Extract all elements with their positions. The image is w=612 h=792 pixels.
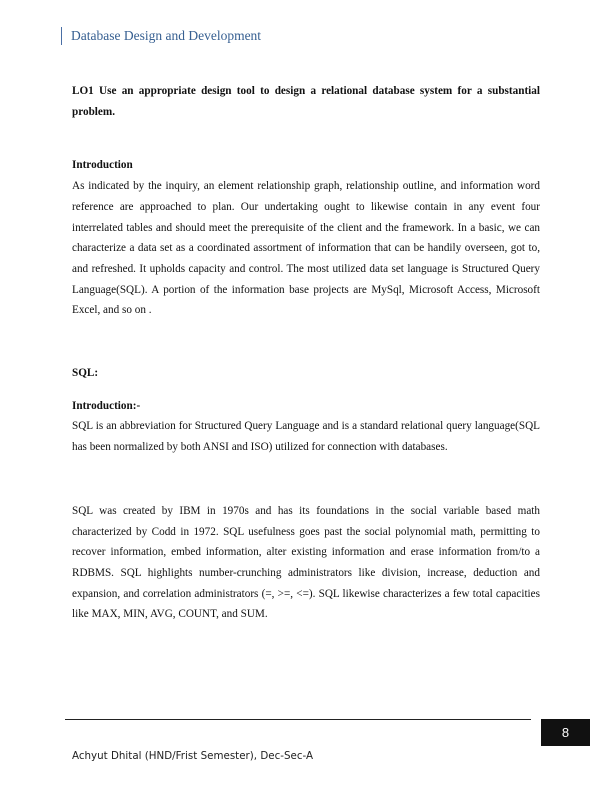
sql-heading: SQL: — [72, 367, 99, 380]
document-body — [72, 80, 540, 625]
page-header — [61, 27, 262, 45]
footer-divider — [65, 719, 531, 720]
sql-history-paragraph: SQL was created by IBM in 1970s and has its foundations in the social variable based math characterized by Codd in 1972. SQL usefulness goes past the social polynomial math, permitting to recover information, embed information, alter existing information and erase information from/to a RDBMS. SQL highlights number-crunching administrators like division, increase, deduction and expansion, and correlation administrators (=, >=, <=). SQL likewise characterizes a few total capacities like MAX, MIN, AVG, COUNT, and SUM. — [72, 504, 540, 621]
introduction-paragraph: As indicated by the inquiry, an element relationship graph, relationship outline, and information word reference are approached to plan. Our undertaking ought to likewise contain in any event four interrelated tables and should meet the prerequisite of the client and the framework. In a basic, we can characterize a data set as a coordinated assortment of information that can be handily overseen, got to, and refreshed. It upholds capacity and control. The most utilized data set language is Structured Query Language(SQL). A portion of the information base projects are MySql, Microsoft Access, Microsoft Excel, and so on . — [72, 180, 540, 317]
introduction-heading: Introduction — [72, 159, 133, 172]
learning-outcome-heading: LO1 Use an appropriate design tool to design a relational database system for a substantial problem. — [72, 85, 540, 118]
footer-author: Achyut Dhital (HND/Frist Semester), Dec-Sec-A — [72, 750, 314, 762]
header-title: Database Design and Development — [71, 28, 262, 43]
page-number-badge: 8 — [541, 719, 590, 746]
sql-introduction-paragraph: SQL is an abbreviation for Structured Query Language and is a standard relational query language(SQL has been normalized by both ANSI and ISO) utilized for connection with databases. — [72, 420, 540, 454]
sql-introduction-heading: Introduction:- — [72, 399, 141, 412]
